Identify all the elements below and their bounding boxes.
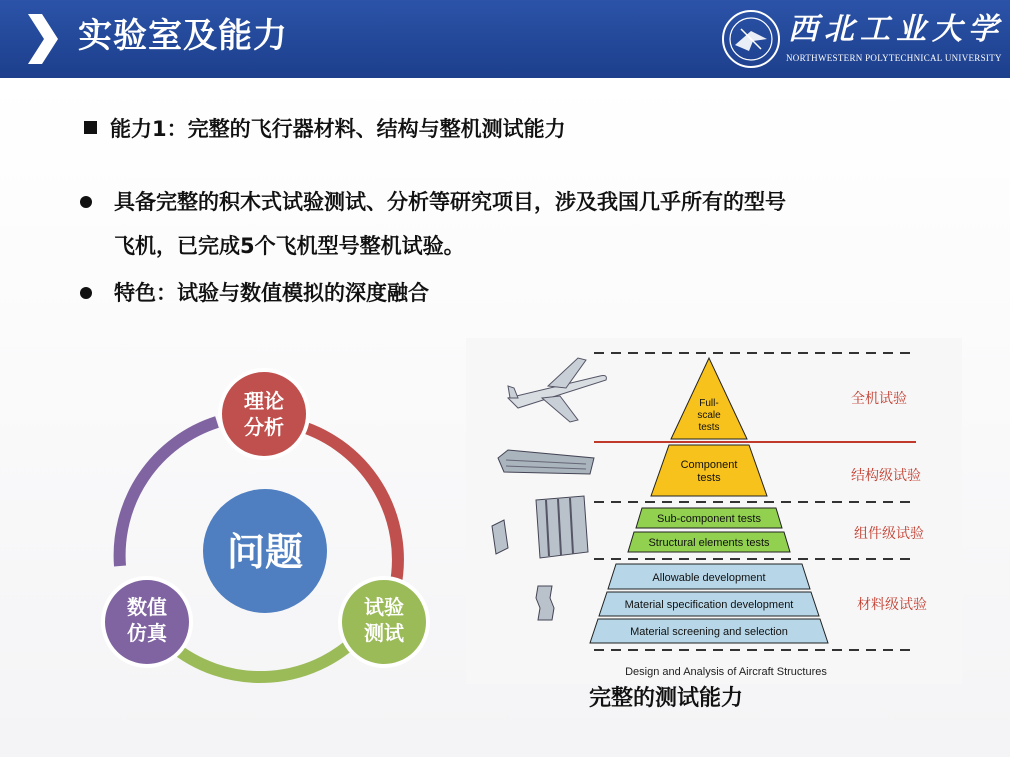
- figure-caption: 完整的测试能力: [588, 686, 743, 711]
- node-test-line1: 试验: [364, 595, 404, 619]
- level-cn-label: 材料级试验: [857, 597, 927, 613]
- level-label: Allowable development: [652, 572, 766, 584]
- center-label: 问题: [226, 530, 304, 574]
- research-cycle-diagram: [90, 368, 430, 698]
- bullet-text-1: 具备完整的积木式试验测试、分析等研究项目，涉及我国几乎所有的型号: [114, 190, 786, 214]
- arc-test-simulation: [170, 630, 365, 677]
- university-name-en: NORTHWESTERN POLYTECHNICAL UNIVERSITY: [786, 53, 1002, 63]
- node-simulation-line1: 数值: [127, 595, 167, 619]
- level-label: scale: [697, 410, 721, 421]
- header-bar: [0, 0, 1010, 78]
- chevron-right-icon: [28, 14, 58, 64]
- university-name-cn: 西北工业大学: [788, 12, 1004, 47]
- node-theory-line2: 分析: [244, 415, 284, 439]
- level-label: Sub-component tests: [657, 513, 761, 525]
- level-label: Component: [680, 459, 738, 471]
- bullet-text-2: 特色：试验与数值模拟的深度融合: [114, 281, 429, 305]
- figure-source: Design and Analysis of Aircraft Structures: [625, 666, 827, 678]
- level-cn-label: 组件级试验: [854, 526, 924, 542]
- airplane-icon: [508, 358, 606, 422]
- wingbox-icon: [498, 450, 594, 474]
- level-label: tests: [698, 422, 720, 433]
- bullet-dot-icon: [80, 287, 92, 299]
- square-bullet-icon: [84, 121, 97, 134]
- arc-simulation-theory: [120, 422, 217, 566]
- node-theory: [220, 370, 308, 458]
- stiffened-panel-icon: [536, 496, 588, 558]
- level-label: tests: [697, 472, 721, 484]
- slide-title: 实验室及能力: [78, 16, 288, 56]
- level-label: Material specification development: [624, 599, 794, 611]
- node-simulation-line2: 仿真: [127, 621, 167, 645]
- node-theory-line1: 理论: [244, 389, 284, 413]
- level-label: Full-: [699, 398, 719, 409]
- level-label: Structural elements tests: [648, 537, 770, 549]
- bullet-text-1-cont: 飞机，已完成5个飞机型号整机试验。: [114, 234, 465, 258]
- section-heading: 能力1：完整的飞行器材料、结构与整机测试能力: [110, 117, 566, 141]
- coupon-specimen-icon: [536, 586, 554, 620]
- level-cn-label: 结构级试验: [851, 468, 921, 484]
- level-cn-label: 全机试验: [851, 391, 907, 407]
- nwpu-seal-icon: [721, 9, 781, 69]
- bracket-icon: [492, 520, 508, 554]
- level-label: Material screening and selection: [630, 626, 788, 638]
- test-pyramid-diagram: [466, 338, 962, 684]
- node-test-line2: 测试: [364, 621, 404, 645]
- bullet-dot-icon: [80, 196, 92, 208]
